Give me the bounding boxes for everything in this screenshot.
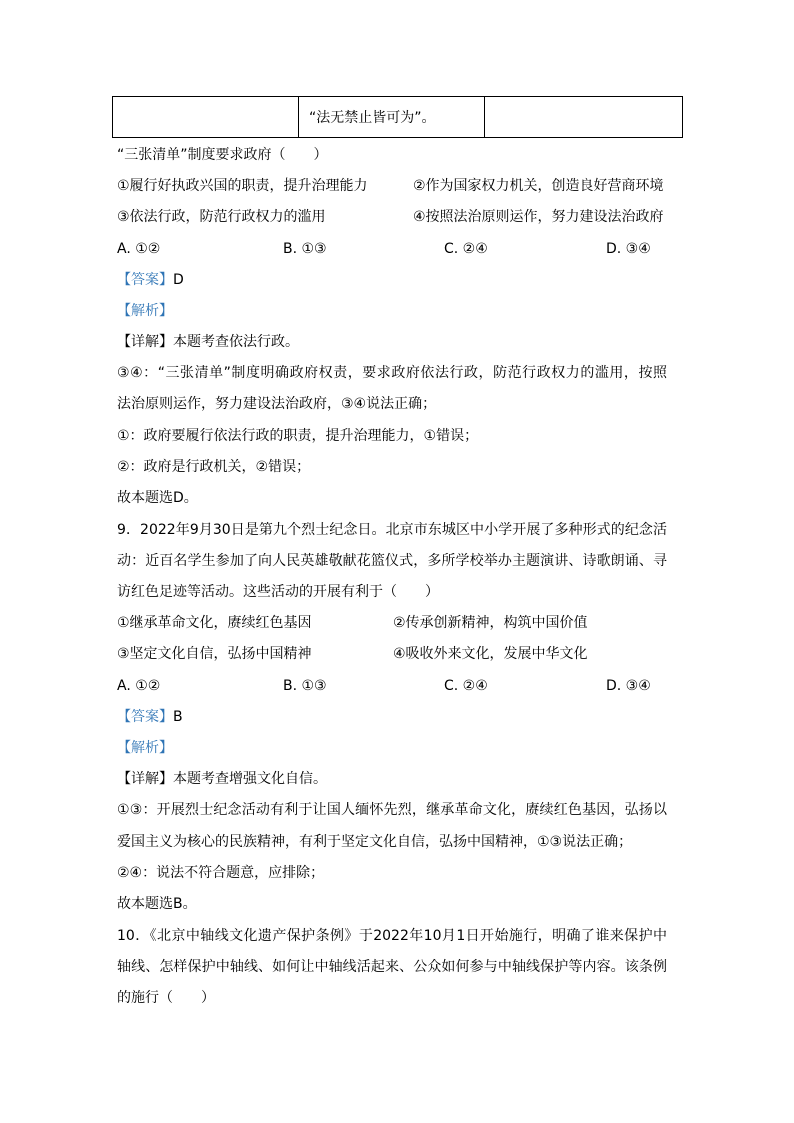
q8-choice-a: A. ①② — [117, 241, 161, 257]
table-cell — [113, 97, 299, 137]
detail-intro: 本题考查增强文化自信。 — [173, 771, 327, 787]
q9-explanation-line: 爱国主义为核心的民族精神，有利于坚定文化自信，弘扬中国精神，①③说法正确； — [117, 834, 633, 850]
q8-choice-b: B. ①③ — [283, 241, 327, 257]
q9-stem-line: 动：近百名学生参加了向人民英雄敬献花篮仪式，多所学校举办主题演讲、诗歌朗诵、寻 — [117, 553, 667, 569]
table-row — [112, 96, 683, 138]
answer-label: 【答案】 — [117, 272, 173, 288]
answer-value: D — [173, 272, 184, 288]
q8-option-4: ④按照法治原则运作，努力建设法治政府 — [413, 209, 664, 225]
q10-stem-line: 的施行（ ） — [117, 990, 215, 1006]
q8-explanation-line: 故本题选D。 — [117, 490, 198, 506]
q9-stem-line: 访红色足迹等活动。这些活动的开展有利于（ ） — [117, 584, 439, 600]
answer-label: 【答案】 — [117, 709, 173, 725]
table-cell — [485, 97, 682, 137]
answer-value: B — [173, 709, 183, 725]
q9-explanation-line: 故本题选B。 — [117, 896, 197, 912]
q9-option-3: ③坚定文化自信，弘扬中国精神 — [117, 646, 312, 662]
detail-label: 【详解】 — [117, 771, 173, 787]
q10-stem-line: 10．《北京中轴线文化遗产保护条例》于2022年10月1日开始施行，明确了谁来保护中 — [117, 928, 667, 944]
q8-answer — [117, 270, 184, 290]
q9-stem-line: 9．2022年9月30日是第九个烈士纪念日。北京市东城区中小学开展了多种形式的纪念活 — [117, 522, 667, 538]
q8-option-1: ①履行好执政兴国的职责，提升治理能力 — [117, 178, 368, 194]
q8-explanation-line: ③④：“三张清单”制度明确政府权责，要求政府依法行政，防范行政权力的滥用，按照 — [117, 365, 667, 381]
q8-analysis-label: 【解析】 — [117, 303, 173, 319]
q10-stem-line: 轴线、怎样保护中轴线、如何让中轴线活起来、公众如何参与中轴线保护等内容。该条例 — [117, 959, 667, 975]
q8-explanation-line: ①：政府要履行依法行政的职责，提升治理能力，①错误； — [117, 428, 479, 444]
q9-option-4: ④吸收外来文化，发展中华文化 — [393, 646, 588, 662]
q9-detail — [117, 769, 327, 789]
q9-explanation-line: ①③：开展烈士纪念活动有利于让国人缅怀先烈，继承革命文化，赓续红色基因，弘扬以 — [117, 802, 667, 818]
q8-choice-d: D. ③④ — [606, 241, 651, 257]
q8-choice-c: C. ②④ — [444, 241, 488, 257]
q9-explanation-line: ②④：说法不符合题意，应排除； — [117, 865, 325, 881]
detail-intro: 本题考查依法行政。 — [173, 334, 299, 350]
q8-option-2: ②作为国家权力机关，创造良好营商环境 — [413, 178, 664, 194]
q8-option-3: ③依法行政，防范行政权力的滥用 — [117, 209, 326, 225]
q8-explanation-line: ②：政府是行政机关，②错误； — [117, 459, 311, 475]
q8-detail — [117, 332, 299, 352]
detail-label: 【详解】 — [117, 334, 173, 350]
q9-choice-b: B. ①③ — [283, 678, 327, 694]
table-cell: “法无禁止皆可为”。 — [299, 97, 485, 137]
q9-choice-a: A. ①② — [117, 678, 161, 694]
q8-stem: “三张清单”制度要求政府（ ） — [117, 147, 328, 163]
q9-answer — [117, 707, 183, 727]
q9-choice-d: D. ③④ — [606, 678, 651, 694]
q9-option-1: ①继承革命文化，赓续红色基因 — [117, 615, 312, 631]
q8-explanation-line: 法治原则运作，努力建设法治政府，③④说法正确； — [117, 396, 437, 412]
q9-option-2: ②传承创新精神，构筑中国价值 — [393, 615, 588, 631]
q9-choice-c: C. ②④ — [444, 678, 488, 694]
q9-analysis-label: 【解析】 — [117, 740, 173, 756]
